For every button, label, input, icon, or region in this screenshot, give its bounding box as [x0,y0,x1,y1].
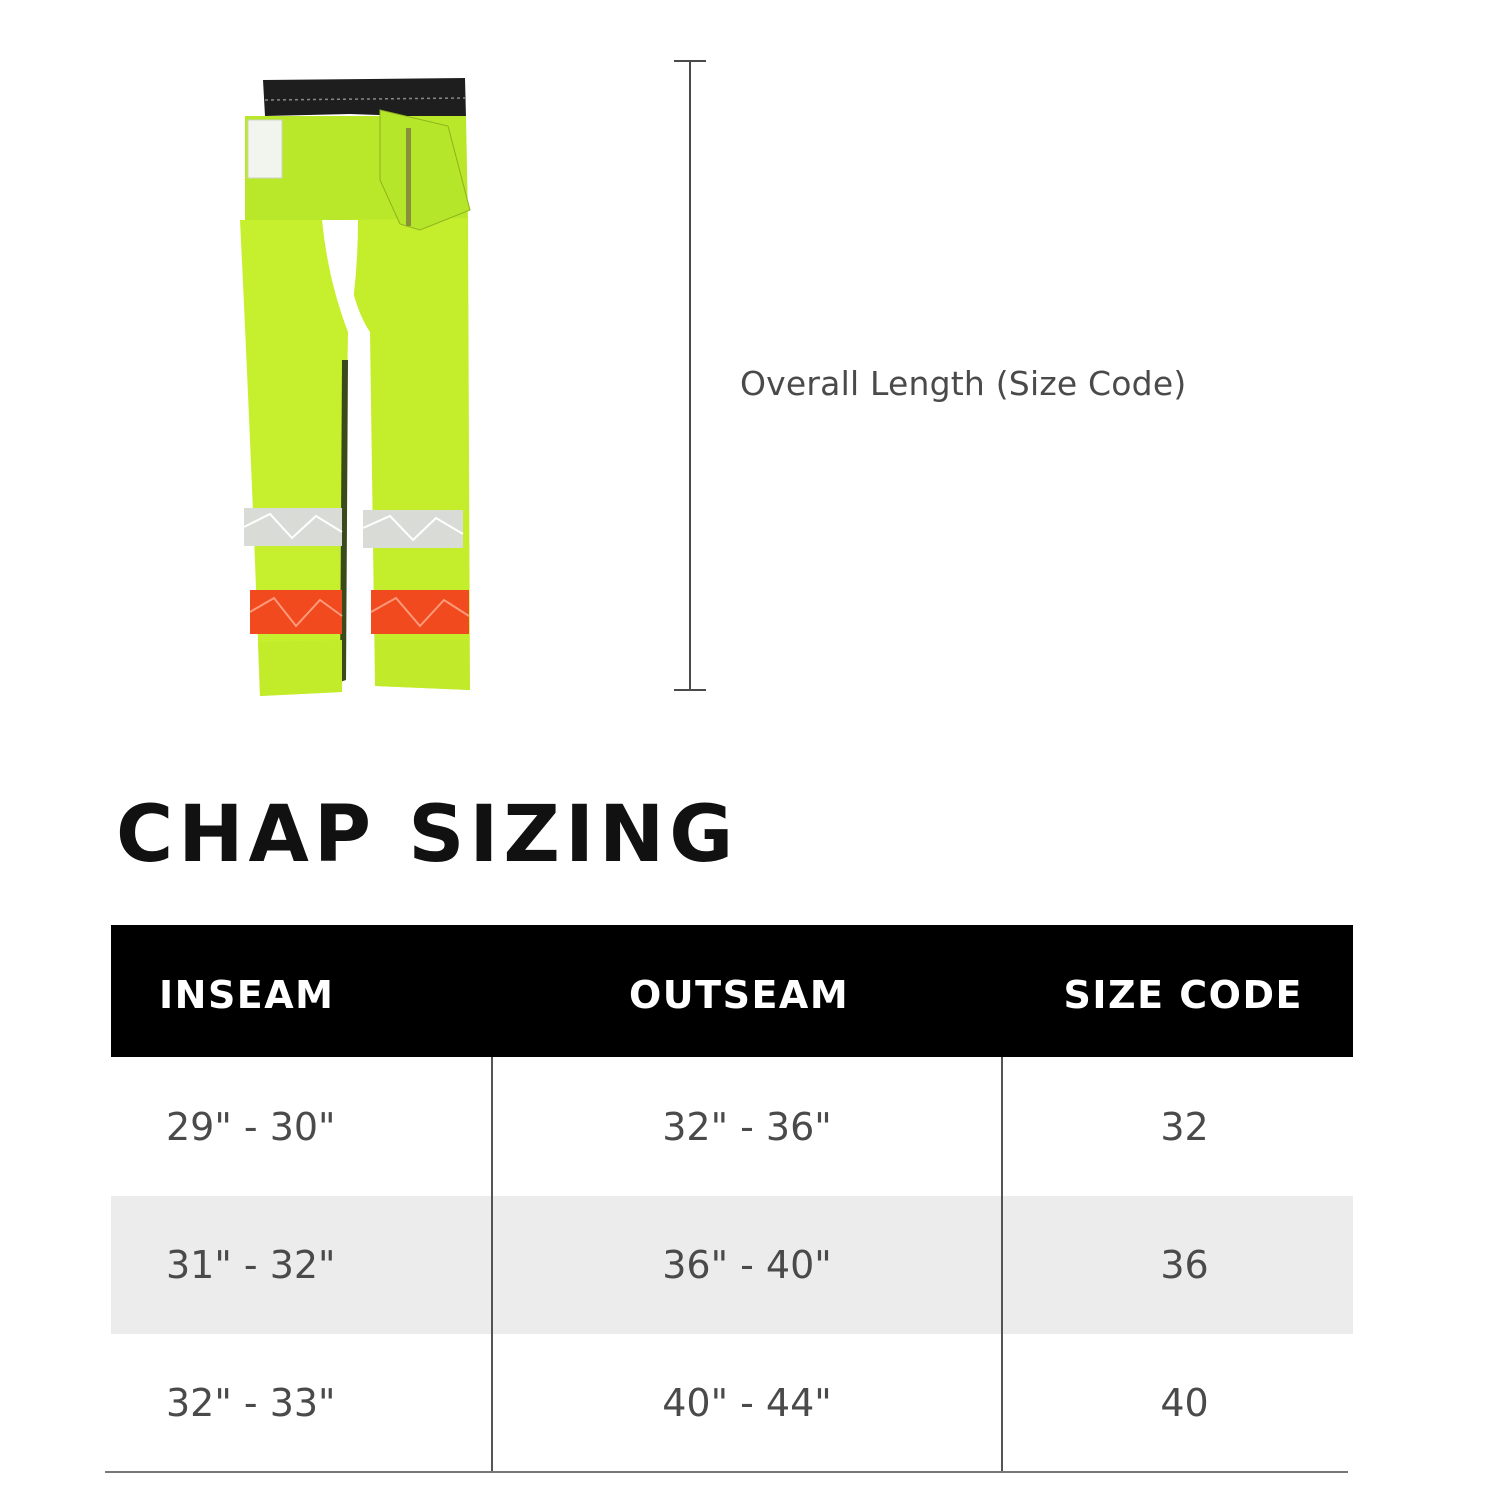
inseam-cell: 31" - 32" [166,1243,336,1287]
size-code-cell: 40 [1160,1381,1209,1425]
care-label [248,120,282,178]
size-chart-table [111,925,1353,1472]
overall-length-label: Overall Length (Size Code) [740,364,1187,403]
table-bottom-rule [105,1471,1348,1473]
outseam-cell: 40" - 44" [662,1381,832,1425]
inseam-cell: 32" - 33" [166,1381,336,1425]
outseam-cell: 32" - 36" [662,1104,832,1149]
table-row [111,1057,1353,1196]
column-divider [1001,1057,1003,1473]
table-body [111,1057,1353,1472]
size-code-cell: 32 [1160,1104,1209,1149]
page-title: CHAP SIZING [116,790,739,880]
outseam-cell: 36" - 40" [662,1243,832,1287]
chap-product-image [230,70,480,710]
column-header-outseam: OUTSEAM [629,973,850,1017]
inseam-cell: 29" - 30" [166,1104,336,1149]
length-indicator-line [689,61,691,691]
table-header-row [111,925,1353,1057]
table-row [111,1196,1353,1334]
column-header-size-code: SIZE CODE [1063,973,1303,1017]
column-divider [491,1057,493,1473]
silver-band-right [363,510,463,548]
size-code-cell: 36 [1160,1243,1209,1287]
length-indicator-bottom-cap [674,689,706,691]
silver-band-left [244,508,342,546]
table-row [111,1334,1353,1472]
column-header-inseam: INSEAM [159,973,335,1017]
